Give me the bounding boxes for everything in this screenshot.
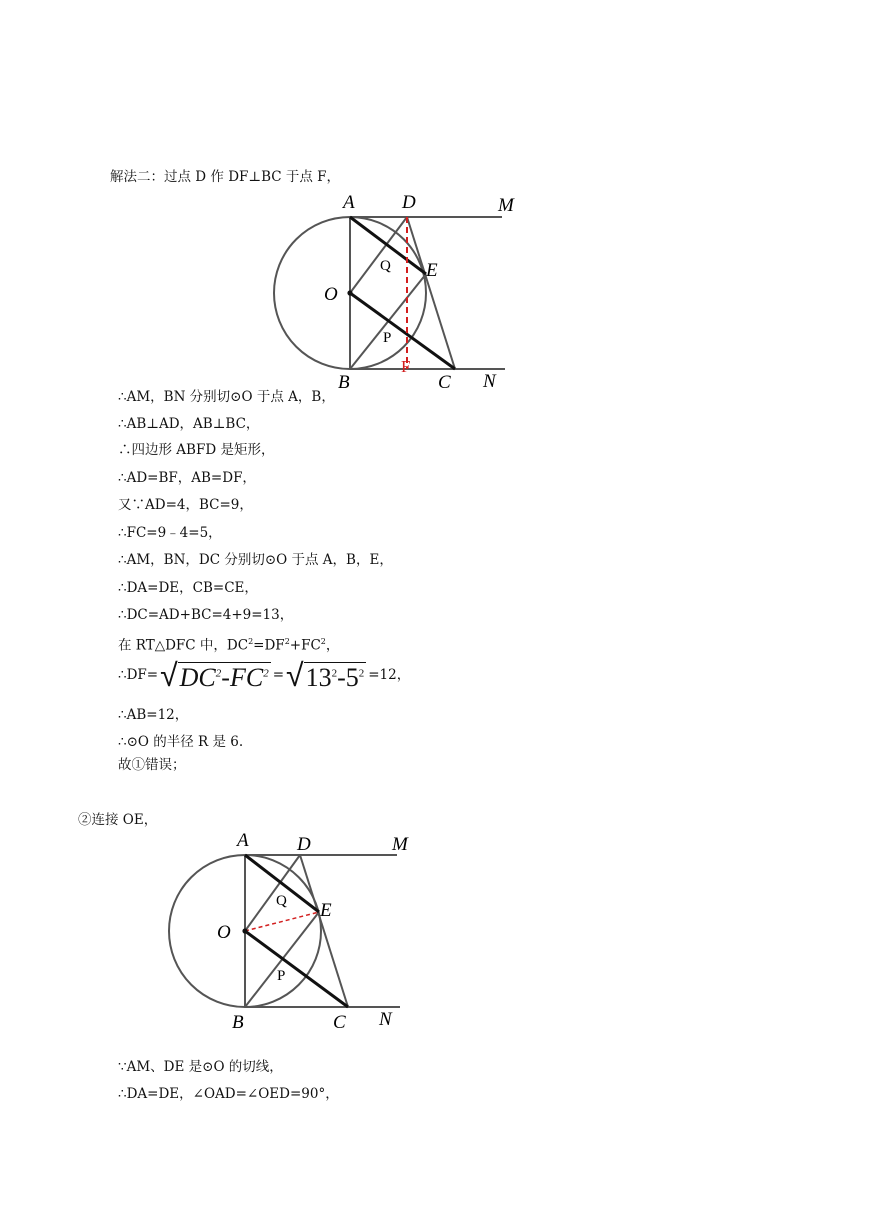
label-q: Q <box>276 893 287 909</box>
line-dc <box>407 217 455 369</box>
label-b: B <box>338 372 350 393</box>
label-a: A <box>343 192 355 213</box>
label-p: P <box>383 330 392 346</box>
proof-line: ∴DA=DE，CB=CE， <box>118 580 258 596</box>
proof-line: ∴AB=12， <box>118 707 189 723</box>
point-o <box>242 928 247 933</box>
figure-two <box>165 828 425 1038</box>
radical-two: √ $13^2-5^2$ <box>286 655 365 694</box>
radical-one: √ $DC^2-FC^2$ <box>160 655 269 694</box>
label-q: Q <box>380 258 391 274</box>
proof-line: ∴AB⊥AD，AB⊥BC， <box>118 416 260 432</box>
label-n: N <box>483 371 496 392</box>
proof-line: ∴DA=DE，∠OAD=∠OED=90°， <box>118 1086 339 1102</box>
conclusion-line: 故①错误； <box>118 757 186 773</box>
label-f: F <box>401 357 411 376</box>
label-c: C <box>333 1012 346 1033</box>
label-n: N <box>379 1009 392 1030</box>
proof-line: ∴⊙O 的半径 R 是 6. <box>118 734 244 750</box>
df-formula: ∴DF= √ $DC^2-FC^2$ = √ $13^2-5^2$ =12， <box>118 655 411 694</box>
label-d: D <box>297 834 311 855</box>
part-two-intro: ②连接 OE， <box>78 812 158 828</box>
proof-line: ∵AM、DE 是⊙O 的切线， <box>118 1059 283 1075</box>
label-p: P <box>277 968 286 984</box>
proof-line: ∴AD=BF，AB=DF， <box>118 470 256 486</box>
proof-line: ∴四边形 ABFD 是矩形， <box>118 442 275 458</box>
point-o <box>347 290 352 295</box>
proof-line: ∴FC=9﹣4=5， <box>118 525 222 541</box>
label-o: O <box>324 284 338 305</box>
rt-triangle-line: 在 RT△DFC 中，$DC^2=DF^2+FC^2$， <box>118 637 340 654</box>
label-m: M <box>392 834 408 855</box>
label-e: E <box>320 900 332 921</box>
figure-one <box>270 188 530 398</box>
label-b: B <box>232 1012 244 1033</box>
label-e: E <box>426 260 438 281</box>
proof-line: 又∵AD=4，BC=9， <box>118 497 253 513</box>
line-od <box>245 855 300 931</box>
label-d: D <box>402 192 416 213</box>
label-m: M <box>498 195 514 216</box>
label-a: A <box>237 830 249 851</box>
line-dc <box>300 855 348 1007</box>
label-o: O <box>217 922 231 943</box>
proof-line: ∴AM，BN 分别切⊙O 于点 A，B， <box>118 389 335 405</box>
proof-line: ∴DC=AD+BC=4+9=13， <box>118 607 294 623</box>
label-c: C <box>438 372 451 393</box>
method-two-intro: 解法二：过点 D 作 DF⊥BC 于点 F， <box>110 169 341 185</box>
proof-line: ∴AM，BN，DC 分别切⊙O 于点 A，B，E， <box>118 552 393 568</box>
